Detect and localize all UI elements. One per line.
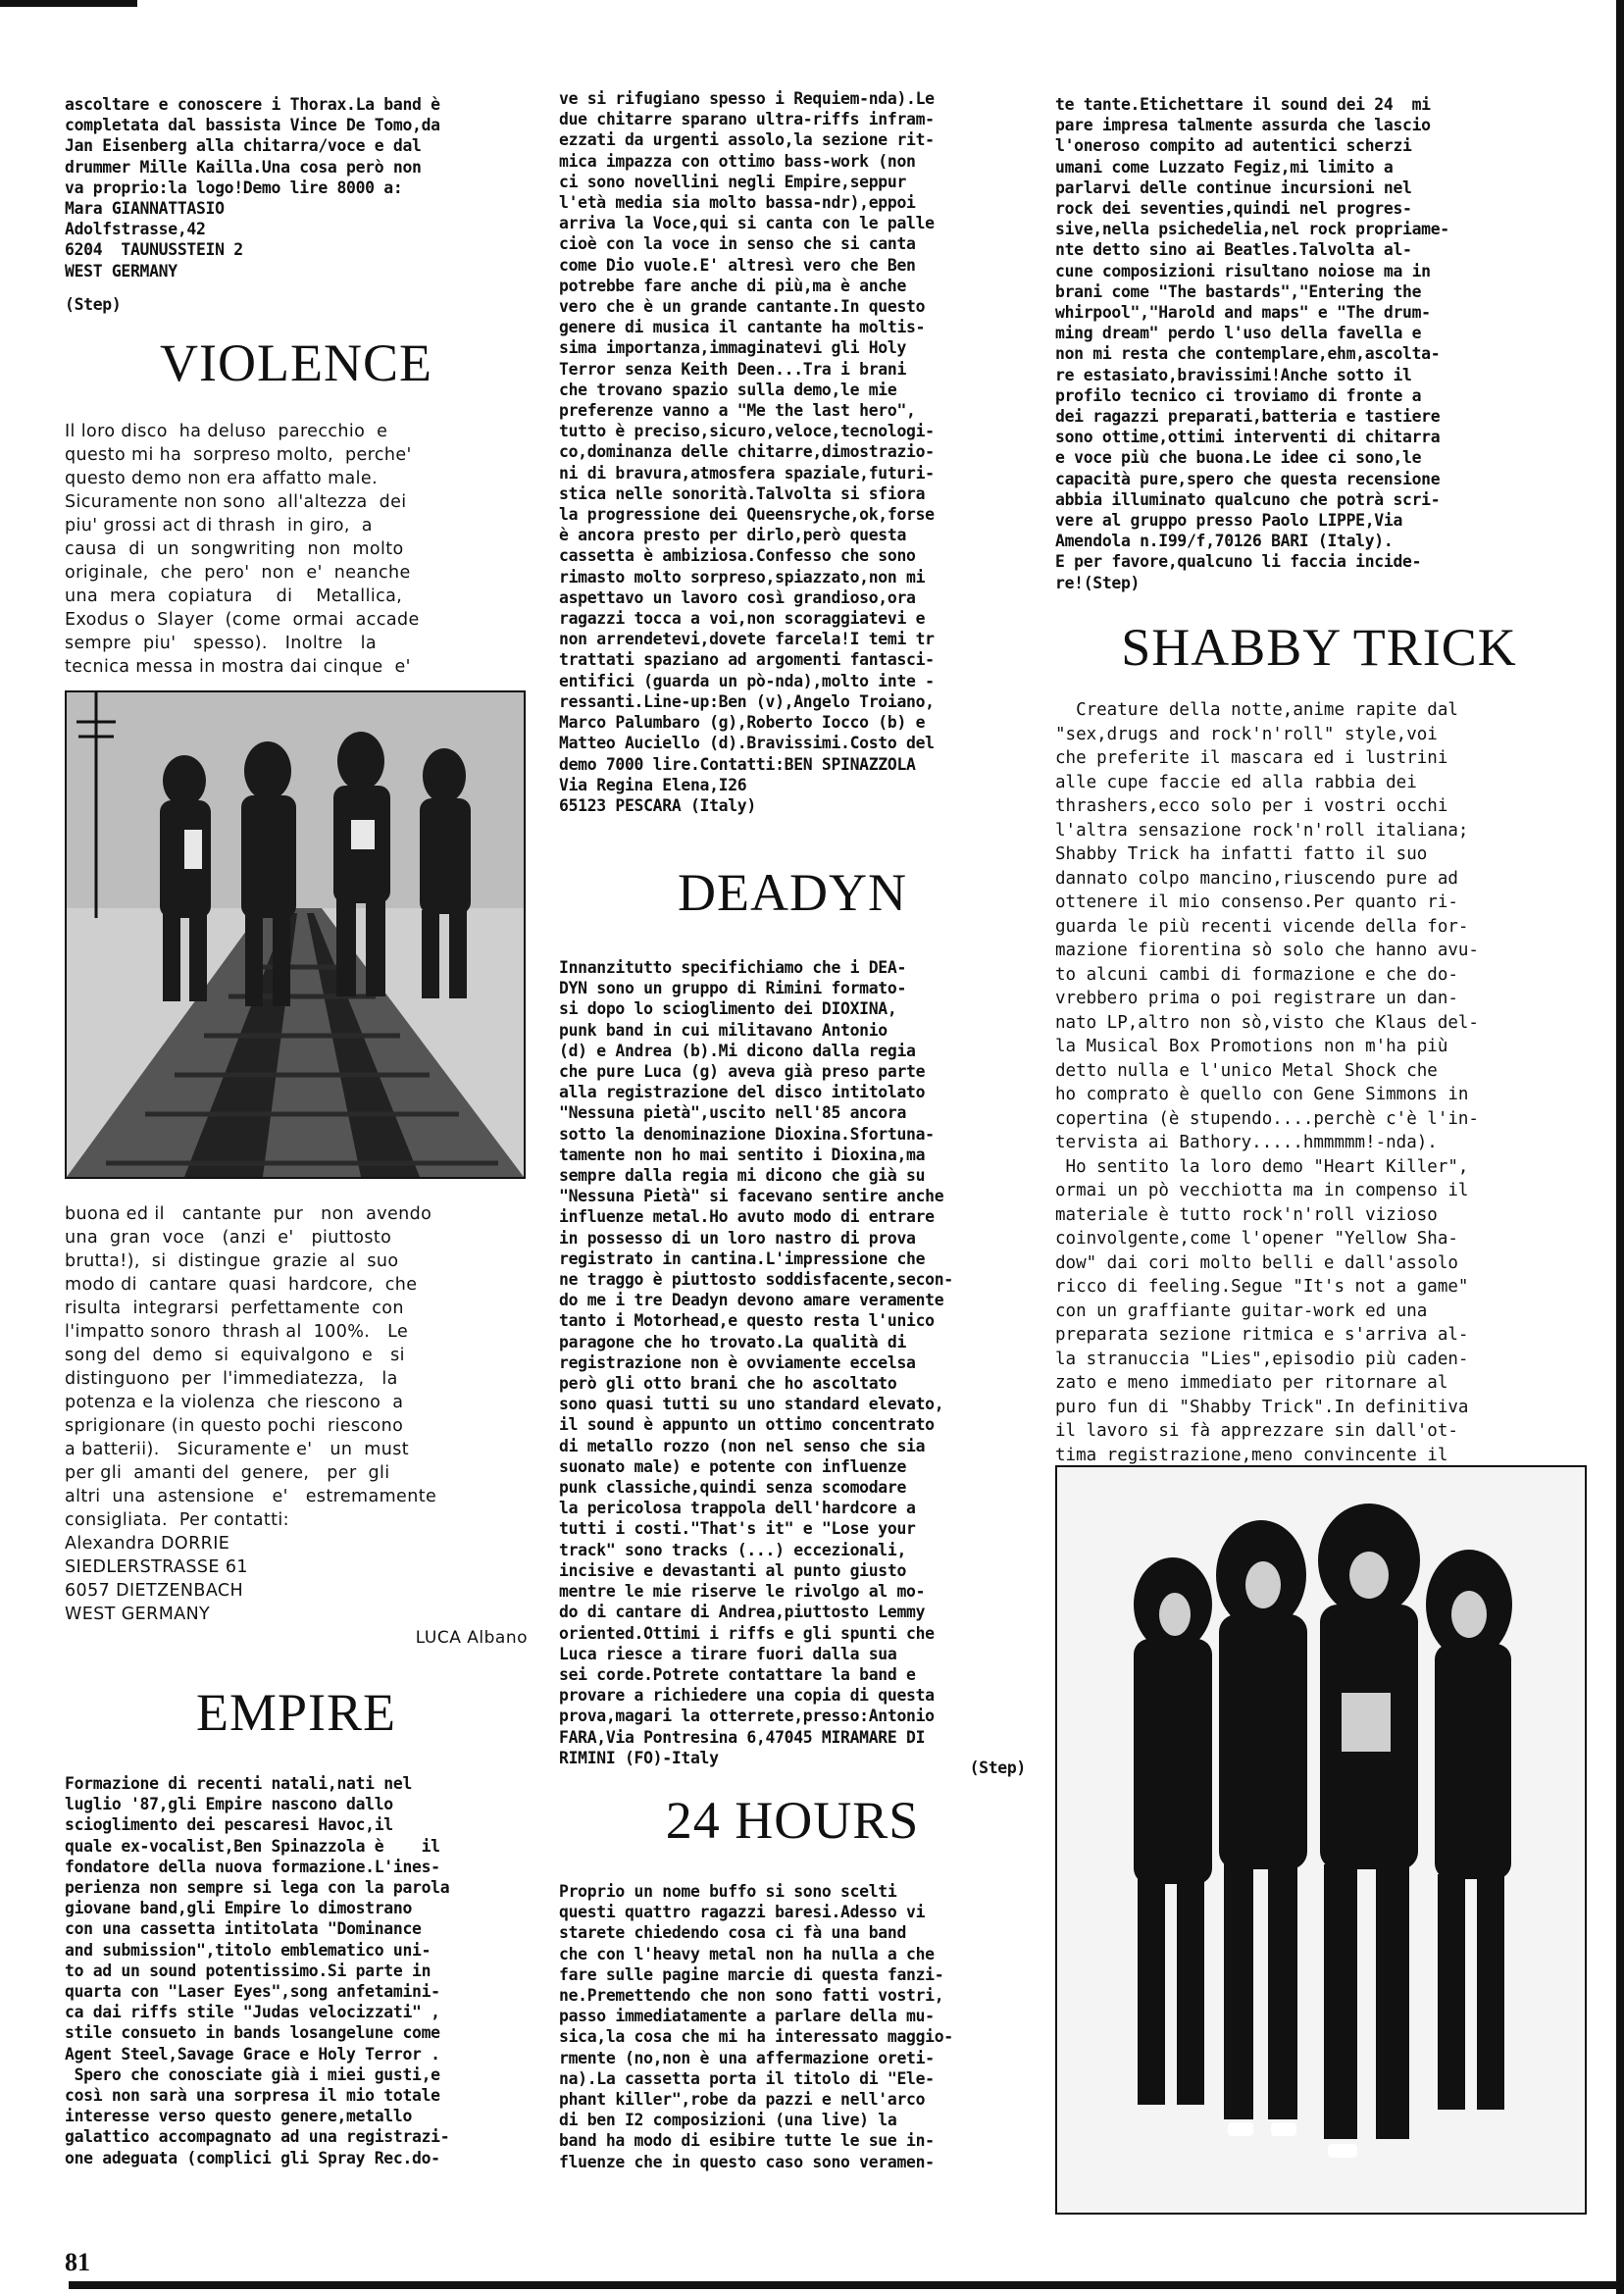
violence-heading: VIOLENCE [160, 333, 432, 392]
violence-review-signature: LUCA Albano [415, 1628, 528, 1648]
bottom-edge-rule [69, 2281, 1624, 2289]
deadyn-review-text: Innanzitutto specifichiamo che i DEA- DYN sono un gruppo di Rimini formato- si dopo lo scioglimento dei DIOXINA, punk band in cui militavano Antonio (d) e Andrea (b).Mi dicono dalla regia che pure Luca (g) aveva già preso parte alla registrazione del disco intitolato "Nessuna pietà",uscito nell'85 ancora sotto la denominazione Dioxina.Sfortuna- tamente non ho mai sentito i Dioxina,ma sempre dalla regia mi dicono che già su "Nessuna Pietà" si facevano sentire anche influenze metal.Ho avuto modo di entrare in possesso di un loro nastro di prova registrato in cantina.L'impressione che ne traggo è piuttosto soddisfacente,secon- do me i tre Deadyn devono amare veramente tanto i Motorhead,e questo resta l'unico paragone che ho trovato.La qualità di registrazione non è ovviamente eccelsa però gli otto brani che ho ascoltato sono quasi tutti su uno standard elevato, il sound è appunto un ottimo concentrato di metallo rozzo (non nel senso che sia suonato male) e potente con influenze punk classiche,quindi senza scomodare la pericolosa trappola dell'hardcore a tutti i costi."That's it" e "Lose your track" sono tracks (...) eccezionali, incisive e devastanti al punto giusto mentre le mie riserve le rivolgo al mo- do di cantare di Andrea,piuttosto Lemmy oriented.Ottimi i riffs e gli spunti che Luca riesce a tirare fuori dalla sua sei corde.Potrete contattare la band e provare a richiedere una copia di questa prova,magari la otterrete,presso:Antonio FARA,Via Pontresina 6,47045 MIRAMARE DI RIMINI (FO)-Italy [559, 958, 953, 1767]
violence-band-photo [65, 690, 526, 1179]
thorax-review-tail: ascoltare e conoscere i Thorax.La band è completata dal bassista Vince De Tomo,da Jan Eisenberg alla chitarra/voce e dal drummer Mille Kailla.Una cosa però non va proprio:la logo!Demo lire 8000 a: Mara GIANNATTASIO Adolfstrasse,42 6204 TAUNUSSTEIN 2 WEST GERMANY [65, 95, 440, 280]
page-number: 81 [65, 2248, 90, 2276]
shabby-trick-heading: SHABBY TRICK [1121, 618, 1517, 677]
violence-review-text-continued: buona ed il cantante pur non avendo una gran voce (anzi e' piuttosto brutta!), si distingue grazie al suo modo di cantare quasi hardcore, che risulta integrarsi perfettamente con l'impatto sonoro thrash al 100%. Le song del demo si equivalgono e si distinguono per l'immediatezza, la potenza e la violenza che riescono a sprigionare (in questo pochi riescono a batterii). Sicuramente e' un must per gli amanti del genere, per gli altri una astensione e' estremamente consigliata. Per contatti: Alexandra DORRIE SIEDLERSTRASSE 61 6057 DIETZENBACH WEST GERMANY [65, 1204, 437, 1624]
shabby-trick-review-text: Creature della notte,anime rapite dal "sex,drugs and rock'n'roll" style,voi che preferite il mascara ed i lustrini alle cupe faccie ed alla rabbia dei thrashers,ecco solo per i vostri occhi l'altra sensazione rock'n'roll italiana; Shabby Trick ha infatti fatto il suo dannato colpo mancino,riuscendo pure ad ottenere il mio consenso.Per quanto ri- guarda le più recenti vicende della for- mazione fiorentina sò solo che hanno avu- to alcuni cambi di formazione e che do- vrebbero prima o poi registrare un dan- nato LP,altro non sò,visto che Klaus del- la Musical Box Promotions non m'ha più detto nulla e l'unico Metal Shock che ho comprato è quello con Gene Simmons in copertina (è stupendo....perchè c'è l'in- tervista ai Bathory.....hmmmmm!-nda). Ho sentito la loro demo "Heart Killer", ormai un pò vecchiotta ma in compenso il materiale è tutto rock'n'roll vizioso coinvolgente,come l'opener "Yellow Sha- dow" dai cori molto belli e dall'assolo ricco di feeling.Segue "It's not a game" con un graffiante guitar-work ed una preparata sezione ritmica e s'arriva al- la stranuccia "Lies",episodio più caden- zato e meno immediato per ritornare al puro fun di "Shabby Trick".In definitiva il lavoro si fà apprezzare sin dall'ot- tima registrazione,meno convincente il [1055, 700, 1479, 1465]
thorax-review-signature: (Step) [65, 295, 122, 314]
empire-heading: EMPIRE [195, 1683, 397, 1742]
glam-band-photo-icon [1057, 1467, 1585, 2213]
band-on-railway-photo-icon [67, 692, 524, 1177]
24-hours-review-text: Proprio un nome buffo si sono scelti questi quattro ragazzi baresi.Adesso vi starete chiedendo cosa ci fà una band che con l'heavy metal non ha nulla a che fare sulle pagine marcie di questa fanzi- ne.Premettendo che non sono fatti vostri, passo immediatamente a parlare della mu- sica,la cosa che mi ha interessato maggio- rmente (no,non è una affermazione oreti- na).La cassetta porta il titolo di "Ele- phant killer",robe da pazzi e nell'arco di ben I2 composizioni (una live) la band ha modo di esibire tutte le sue in- fluenze che in questo caso sono veramen- [559, 1882, 953, 2171]
empire-review-text: Formazione di recenti natali,nati nel luglio '87,gli Empire nascono dallo scioglimento dei pescaresi Havoc,il quale ex-vocalist,Ben Spinazzola è il fondatore della nuova formazione.L'ines- perienza non sempre si lega con la parola giovane band,gli Empire lo dimostrano con una cassetta intitolata "Dominance and submission",titolo emblematico uni- to ad un sound potentissimo.Si parte in quarta con "Laser Eyes",song anfetamini- ca dai riffs stile "Judas velocizzati" , stile consueto in bands losangelune come Agent Steel,Savage Grace e Holy Terror . Spero che conosciate già i miei gusti,e così non sarà una sorpresa il mio totale interesse verso questo genere,metallo galattico accompagnato ad una registrazi- one adeguata (complici gli Spray Rec.do- [65, 1774, 450, 2167]
deadyn-review-signature: (Step) [969, 1759, 1026, 1777]
deadyn-heading: DEADYN [678, 863, 907, 922]
shabby-trick-band-photo [1055, 1465, 1587, 2215]
24-hours-review-continued: te tante.Etichettare il sound dei 24 mi pare impresa talmente assurda che lascio l'oneroso compito ad autentici scherzi umani come Luzzato Fegiz,mi limito a parlarvi delle continue incursioni nel rock dei seventies,quindi nel progres- sive,nella psichedelia,nel rock propriame- nte detto sino ai Beatles.Talvolta al- cune composizioni risultano noiose ma in brani come "The bastards","Entering the whirpool","Harold and maps" e "The drum- ming dream" perdo l'uso della favella e non mi resta che contemplare,ehm,ascolta- re estasiato,bravissimi!Anche sotto il profilo tecnico ci troviamo di fronte a dei ragazzi preparati,batteria e tastiere sono ottime,ottimi interventi di chitarra e voce più che buona.Le idee ci sono,le capacità pure,spero che questa recensione abbia illuminato qualcuno che potrà scri- vere al gruppo presso Paolo LIPPE,Via Amendola n.I99/f,70126 BARI (Italy). E per favore,qualcuno li faccia incide- re!(Step) [1055, 95, 1449, 592]
top-edge-rule [0, 0, 137, 7]
violence-review-text: Il loro disco ha deluso parecchio e questo mi ha sorpreso molto, perche' questo demo non era affatto male. Sicuramente non sono all'altezza dei piu' grossi act di thrash in giro, a causa di un songwriting non molto originale, che pero' non e' neanche una mera copiatura di Metallica, Exodus o Slayer (come ormai accade sempre piu' spesso). Inoltre la tecnica messa in mostra dai cinque e' [65, 422, 420, 677]
right-edge-rule [1616, 0, 1624, 2294]
empire-review-continued: ve si rifugiano spesso i Requiem-nda).Le due chitarre sparano ultra-riffs infram- ezzati da urgenti assolo,la sezione rit- mica impazza con ottimo bass-work (non ci sono novellini negli Empire,seppur l'età media sia molto bassa-ndr),eppoi arriva la Voce,qui si canta con le palle cioè con la voce in senso che si canta come Dio vuole.E' altresì vero che Ben potrebbe fare anche di più,ma è anche vero che è un grande cantante.In questo genere di musica il cantante ha moltis- sima importanza,immaginatevi gli Holy Terror senza Keith Deen...Tra i brani che trovano spazio sulla demo,le mie preferenze vanno a "Me the last hero", tutto è preciso,sicuro,veloce,tecnologi- co,dominanza delle chitarre,dimostrazio- ni di bravura,atmosfera spaziale,futuri- stica nelle sonorità.Talvolta si sfiora la progressione dei Queensryche,ok,forse è ancora presto per dirlo,però questa cassetta è ambiziosa.Confesso che sono rimasto molto sorpreso,spiazzato,non mi aspettavo un lavoro così grandioso,ora ragazzi tocca a voi,non scoraggiatevi e non arrendetevi,dovete farcela!I temi tr trattati spaziano ad argomenti fantasci- entifici (guarda un pò-nda),molto inte - ressanti.Line-up:Ben (v),Angelo Troiano, Marco Palumbaro (g),Roberto Iocco (b) e Matteo Auciello (d).Bravissimi.Costo del demo 7000 lire.Contatti:BEN SPINAZZOLA Via Regina Elena,I26 65123 PESCARA (Italy) [559, 89, 935, 815]
24-hours-heading: 24 HOURS [665, 1791, 920, 1850]
